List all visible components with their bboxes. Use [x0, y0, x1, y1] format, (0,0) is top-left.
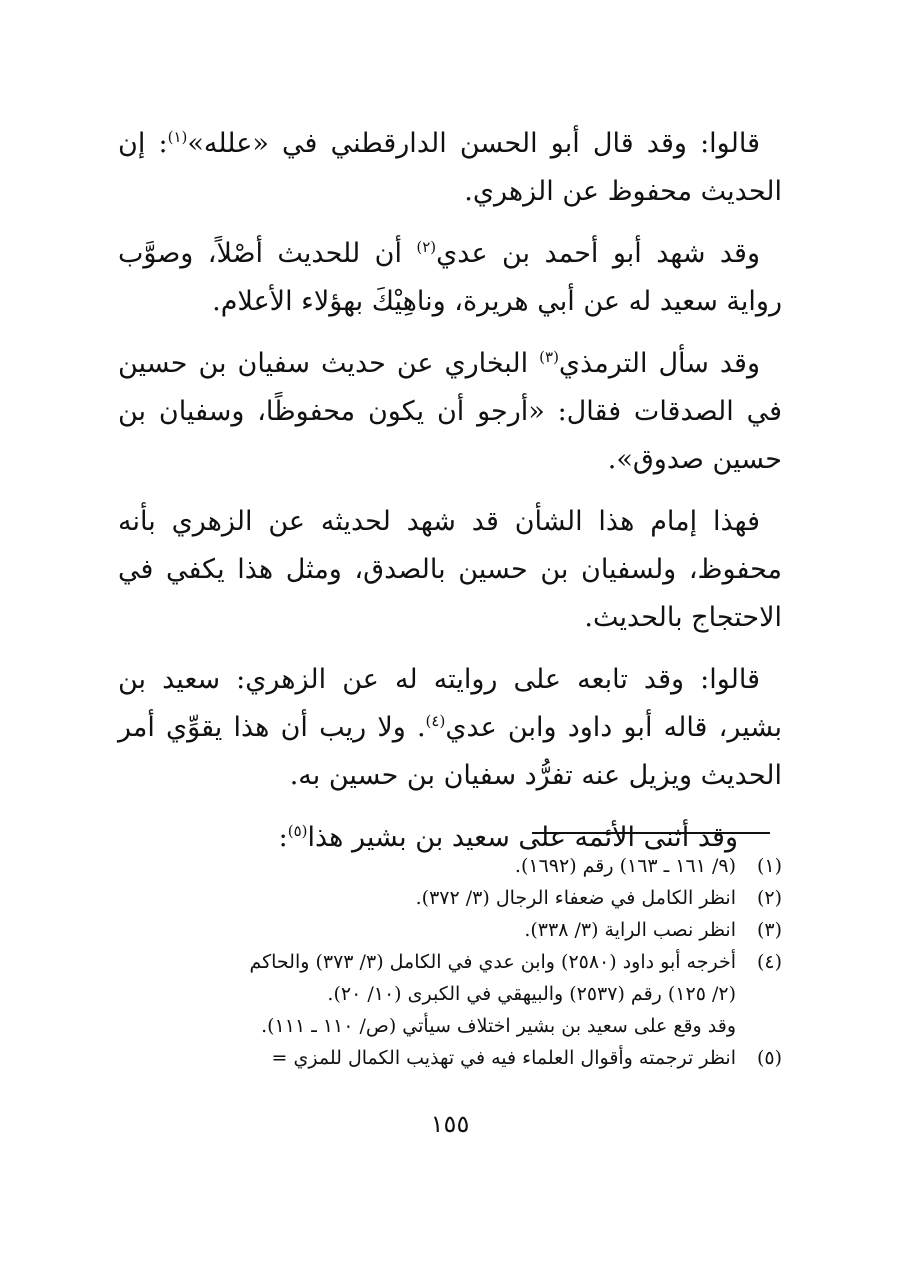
footnote-ref[interactable]: (٥) — [287, 822, 308, 840]
footnote-text — [118, 946, 736, 1042]
footnote-line: (٩/ ١٦١ ـ ١٦٣) رقم (١٦٩٢). — [514, 855, 736, 877]
paragraph-text: فهذا إمام هذا الشأن قد شهد لحديثه عن الزهري بأنه محفوظ، ولسفيان بن حسين بالصدق، ومثل هذا يكفي في الاحتجاج بالحديث. — [118, 506, 782, 633]
footnote-line: أخرجه أبو داود (٢٥٨٠) وابن عدي في الكامل (٣/ ٣٧٣) والحاكم — [249, 951, 736, 973]
paragraph-text: وقد شهد أبو أحمد بن عدي — [436, 238, 760, 269]
footnote-line: انظر ترجمته وأقوال العلماء فيه في تهذيب الكمال للمزي = — [271, 1047, 736, 1069]
footnote-line: انظر الكامل في ضعفاء الرجال (٣/ ٣٧٢). — [415, 887, 736, 909]
paragraph-1 — [118, 120, 782, 216]
footnote-text — [118, 914, 736, 946]
footnote-ref[interactable]: (٣) — [539, 348, 559, 366]
footnote-4 — [118, 946, 782, 1042]
paragraph-text: أن للحديث أصْلاً، وصوَّب رواية سعيد له عن أبي هريرة، وناهِيْكَ بهؤلاء الأعلام. — [118, 238, 782, 317]
footnote-number: (٢) — [756, 887, 782, 909]
footnote-number: (٥) — [756, 1047, 782, 1069]
paragraph-text: وقد أثنى الأئمة على سعيد بن بشير هذا — [307, 822, 738, 853]
footnote-line: (٢/ ١٢٥) رقم (٢٥٣٧) والبيهقي في الكبرى (١٠/ ٢٠). — [327, 983, 736, 1005]
paragraph-5 — [118, 656, 782, 800]
paragraph-3 — [118, 340, 782, 484]
page-number: ١٥٥ — [430, 1110, 470, 1138]
footnote-number: (١) — [756, 855, 782, 877]
footnote-line: وقد وقع على سعيد بن بشير اختلاف سيأتي (ص/ ١١٠ ـ ١١١). — [261, 1015, 736, 1037]
footnote-1 — [118, 850, 782, 882]
footnote-ref[interactable]: (٢) — [416, 238, 437, 256]
footnote-text — [118, 1042, 736, 1074]
paragraph-2 — [118, 230, 782, 326]
paragraph-4 — [118, 498, 782, 642]
footnote-number: (٣) — [756, 919, 782, 941]
footnote-ref[interactable]: (١) — [167, 128, 188, 146]
paragraph-text: : إن الحديث محفوظ عن الزهري. — [118, 128, 782, 207]
footnote-2 — [118, 882, 782, 914]
footnote-3 — [118, 914, 782, 946]
paragraph-text: قالوا: وقد تابعه على روايته له عن الزهري: سعيد بن بشير، قاله أبو داود وابن عدي — [118, 664, 783, 743]
footnote-5 — [118, 1042, 782, 1074]
footnote-text — [118, 882, 736, 914]
footnote-line: انظر نصب الراية (٣/ ٣٣٨). — [524, 919, 736, 941]
footnotes — [118, 850, 782, 1074]
footnote-text — [118, 850, 736, 882]
page-body — [118, 120, 783, 1138]
paragraph-text: قالوا: وقد قال أبو الحسن الدارقطني في «علله» — [187, 128, 760, 159]
paragraph-text: وقد سأل الترمذي — [558, 348, 760, 379]
footnote-number: (٤) — [756, 951, 782, 973]
paragraph-text: . ولا ريب أن هذا يقوِّي أمر الحديث ويزيل عنه تفرُّد سفيان بن حسين به. — [118, 712, 782, 791]
paragraph-text: البخاري عن حديث سفيان بن حسين في الصدقات فقال: «أرجو أن يكون محفوظًا، وسفيان بن حسين صدوق». — [118, 348, 782, 475]
footnote-ref[interactable]: (٤) — [425, 712, 446, 730]
paragraph-text: : — [278, 822, 288, 853]
footnote-divider — [532, 832, 770, 834]
